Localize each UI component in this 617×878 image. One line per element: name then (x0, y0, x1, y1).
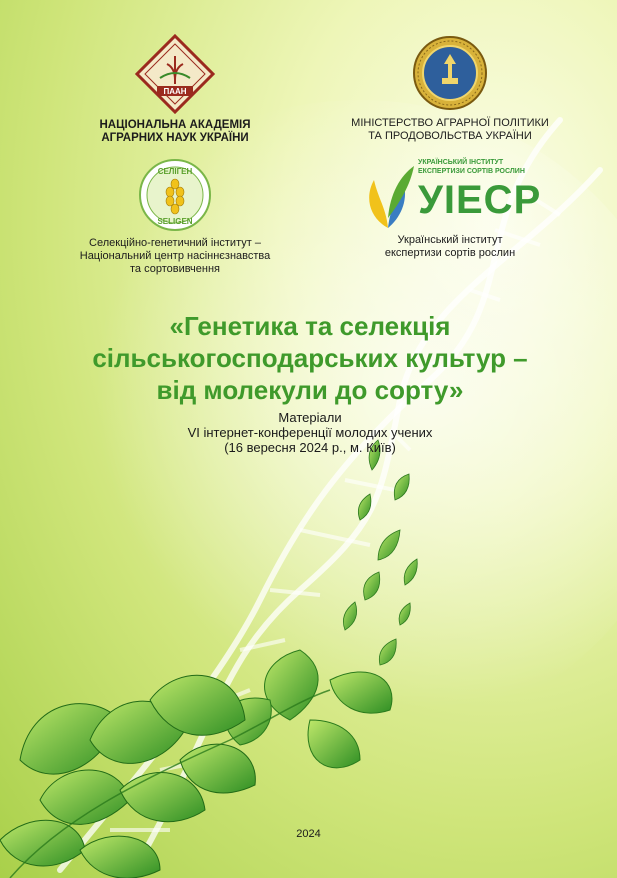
title-line2: сільськогосподарських культур – (92, 343, 528, 373)
uiesr-logo (360, 158, 540, 234)
subtitle-line1: Матеріали (278, 410, 342, 425)
uiesr-name-line2: експертизи сортів рослин (384, 247, 516, 259)
ministry-logo-block (350, 34, 550, 143)
seligen-name-line2: Національний центр насіннєзнавства (79, 250, 271, 262)
uiesr-acronym: УІЕСР (418, 178, 542, 222)
subtitle-line3: (16 вересня 2024 р., м. Київ) (224, 440, 396, 455)
publication-year: 2024 (296, 828, 321, 840)
svg-text:ПААН: ПААН (163, 87, 187, 96)
svg-text:СЕЛІГЕН: СЕЛІГЕН (157, 167, 193, 176)
title-line1: «Генетика та селекція (169, 311, 451, 341)
naan-logo-block (90, 34, 260, 145)
conference-subtitle (120, 410, 500, 455)
conference-title (80, 310, 540, 406)
uiesr-small-line2: ЕКСПЕРТИЗИ СОРТІВ РОСЛИН (418, 168, 525, 175)
ministry-name-line1: МІНІСТЕРСТВО АГРАРНОЇ ПОЛІТИКИ (351, 117, 549, 129)
naan-name-line2: АГРАРНИХ НАУК УКРАЇНИ (101, 132, 249, 144)
uiesr-logo-block (355, 158, 545, 260)
naan-emblem-icon (135, 34, 215, 114)
title-line3: від молекули до сорту» (156, 375, 464, 405)
uiesr-small-line1: УКРАЇНСЬКИЙ ІНСТИТУТ (418, 159, 504, 166)
ministry-emblem-icon (411, 34, 489, 112)
naan-name-line1: НАЦІОНАЛЬНА АКАДЕМІЯ (99, 119, 251, 131)
ministry-name-line2: ТА ПРОДОВОЛЬСТВА УКРАЇНИ (368, 130, 532, 142)
svg-text:SELIGEN: SELIGEN (157, 217, 193, 226)
uiesr-small-caption (418, 158, 525, 176)
uiesr-sprout-icon (360, 158, 416, 232)
seligen-logo-block (60, 158, 290, 276)
seligen-emblem-icon (138, 158, 212, 232)
subtitle-line2: VI інтернет-конференції молодих учених (187, 425, 433, 440)
seligen-name-line3: та сортовивчення (129, 263, 221, 275)
uiesr-name-line1: Український інститут (397, 234, 503, 246)
seligen-name-line1: Селекційно-генетичний інститут – (89, 237, 261, 249)
